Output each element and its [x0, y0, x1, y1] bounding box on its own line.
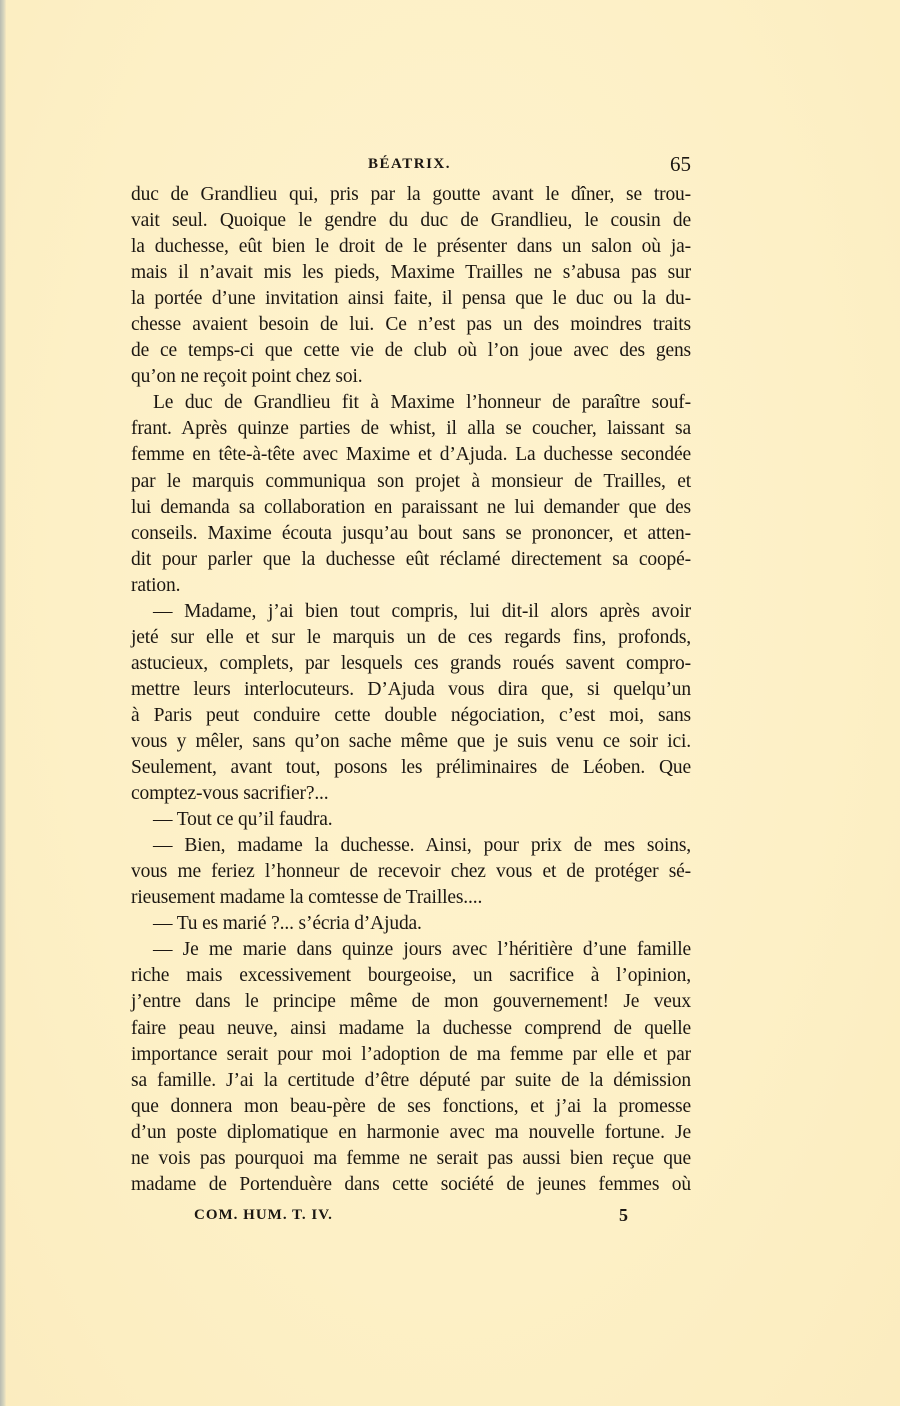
- text-line: j’entre dans le principe même de mon gouvernement! Je veux: [131, 991, 691, 1013]
- text-line: ration.: [131, 574, 181, 596]
- text-line: — Je me marie dans quinze jours avec l’héritière d’une famille: [153, 939, 691, 961]
- text-line: — Tout ce qu’il faudra.: [153, 809, 333, 831]
- text-line: jeté sur elle et sur le marquis un de ces regards fins, profonds,: [131, 626, 691, 648]
- text-line: comptez-vous sacrifier?...: [131, 783, 329, 805]
- text-line: par le marquis communiqua son projet à monsieur de Trailles, et: [131, 470, 691, 492]
- text-line: importance serait pour moi l’adoption de ma femme par elle et par: [131, 1043, 691, 1065]
- page-number: 65: [670, 152, 691, 176]
- text-line: frant. Après quinze parties de whist, il alla se coucher, laissant sa: [131, 418, 691, 440]
- text-line: — Bien, madame la duchesse. Ainsi, pour prix de mes soins,: [153, 835, 691, 857]
- text-line: la portée d’une invitation ainsi faite, il pensa que le duc ou la du-: [131, 288, 691, 310]
- text-line: duc de Grandlieu qui, pris par la goutte avant le dîner, se trou-: [131, 184, 691, 205]
- text-line: que donnera mon beau-père de ses fonctions, et j’ai la promesse: [131, 1095, 691, 1117]
- text-line: — Madame, j’ai bien tout compris, lui dit-il alors après avoir: [153, 600, 691, 622]
- text-line: conseils. Maxime écouta jusqu’au bout sans se prononcer, et atten-: [131, 522, 691, 544]
- text-line: faire peau neuve, ainsi madame la duchesse comprend de quelle: [131, 1017, 691, 1039]
- text-line: rieusement madame la comtesse de Trailles....: [131, 887, 483, 909]
- text-line: mais il n’avait mis les pieds, Maxime Trailles ne s’abusa pas sur: [131, 262, 691, 284]
- text-line: femme en tête-à-tête avec Maxime et d’Ajuda. La duchesse secondée: [131, 444, 691, 466]
- text-line: mettre leurs interlocuteurs. D’Ajuda vous dira que, si quelqu’un: [131, 678, 691, 700]
- signature-number: 5: [619, 1205, 628, 1225]
- body-text: [131, 182, 691, 1198]
- text-line: vous y mêler, sans qu’on sache même que je suis venu ce soir ici.: [131, 730, 691, 752]
- text-line: chesse avaient besoin de lui. Ce n’est pas un des moindres traits: [131, 314, 691, 336]
- printer-signature: COM. HUM. T. IV.: [194, 1207, 333, 1223]
- running-head: [131, 152, 691, 180]
- text-line: lui demanda sa collaboration en paraissant ne lui demander que des: [131, 496, 691, 518]
- text-line: vous me feriez l’honneur de recevoir chez vous et de protéger sé-: [131, 861, 691, 883]
- text-line: Seulement, avant tout, posons les préliminaires de Léoben. Que: [131, 757, 691, 779]
- text-line: madame de Portenduère dans cette société de jeunes femmes où: [131, 1173, 691, 1195]
- text-line: la duchesse, eût bien le droit de le présenter dans un salon où ja-: [131, 236, 691, 258]
- running-title: BÉATRIX.: [368, 156, 451, 172]
- text-line: ne vois pas pourquoi ma femme ne serait pas aussi bien reçue que: [131, 1147, 691, 1169]
- text-line: sa famille. J’ai la certitude d’être député par suite de la démission: [131, 1069, 691, 1091]
- text-line: astucieux, complets, par lesquels ces grands roués savent compro-: [131, 652, 691, 674]
- binding-edge: [0, 0, 6, 1406]
- text-line: qu’on ne reçoit point chez soi.: [131, 366, 363, 388]
- text-line: de ce temps-ci que cette vie de club où l’on joue avec des gens: [131, 340, 691, 362]
- text-line: vait seul. Quoique le gendre du duc de Grandlieu, le cousin de: [131, 210, 691, 232]
- text-line: — Tu es marié ?... s’écria d’Ajuda.: [153, 913, 422, 935]
- text-line: dit pour parler que la duchesse eût réclamé directement sa coopé-: [131, 548, 691, 570]
- text-line: riche mais excessivement bourgeoise, un sacrifice à l’opinion,: [131, 965, 691, 987]
- text-line: Le duc de Grandlieu fit à Maxime l’honneur de paraître souf-: [153, 392, 691, 414]
- text-line: d’un poste diplomatique en harmonie avec ma nouvelle fortune. Je: [131, 1121, 691, 1143]
- page-footer: [131, 1205, 691, 1229]
- text-line: à Paris peut conduire cette double négociation, c’est moi, sans: [131, 704, 691, 726]
